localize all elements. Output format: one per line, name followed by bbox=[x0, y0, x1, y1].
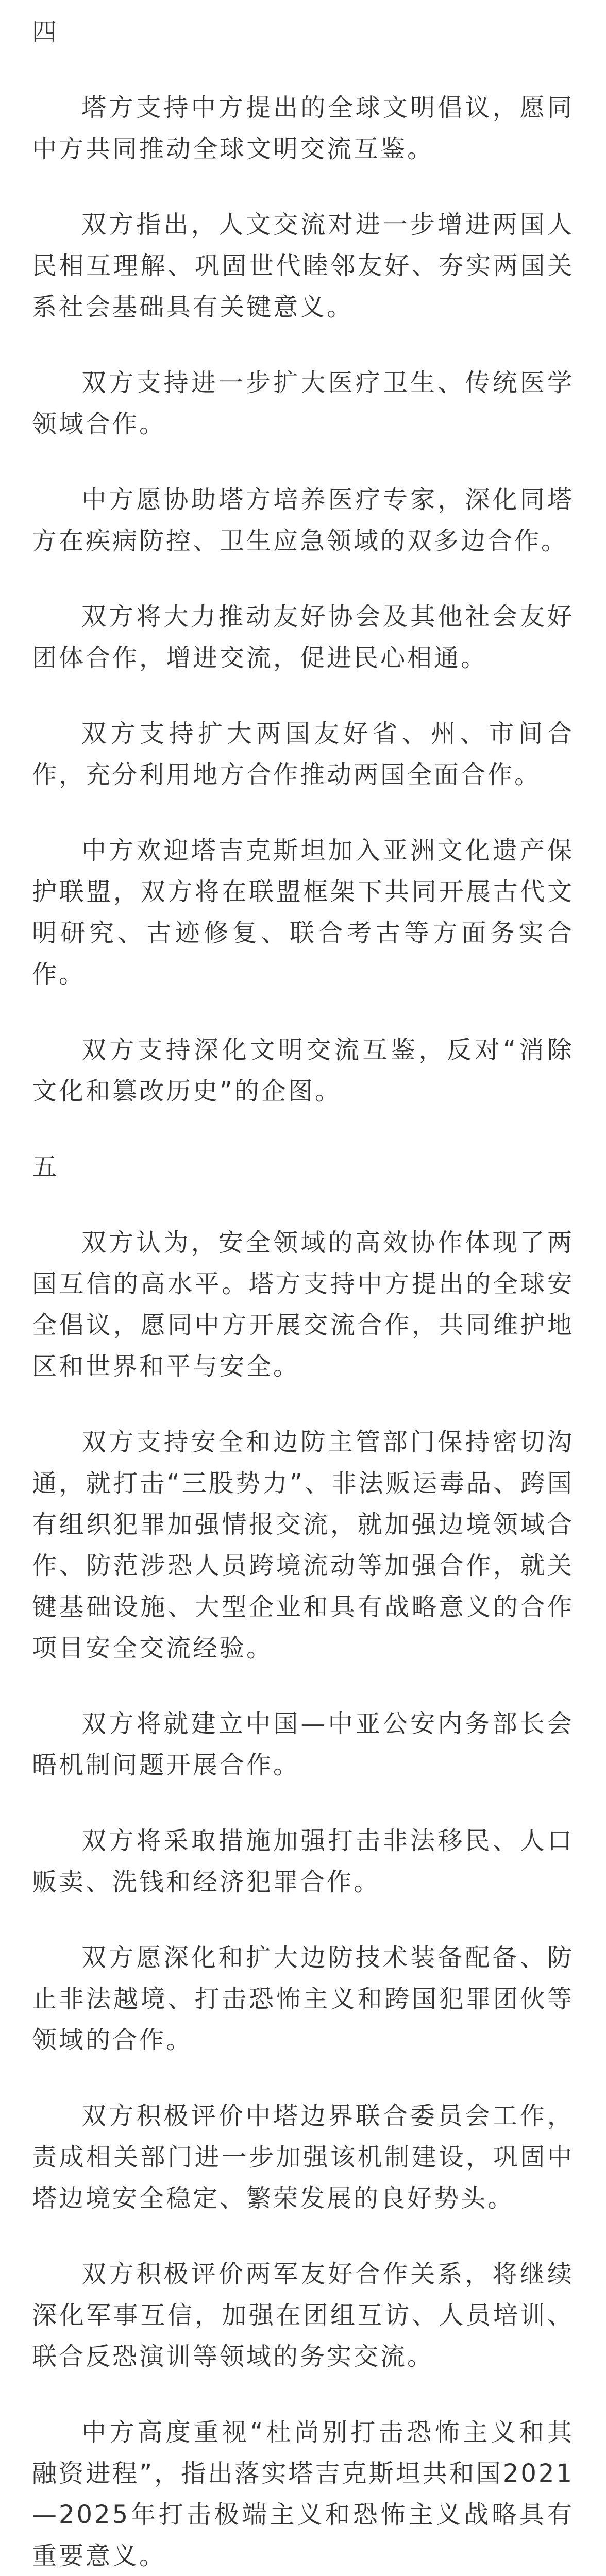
paragraph: 双方积极评价两军友好合作关系，将继续深化军事互信，加强在团组互访、人员培训、联合反恐演训等领域的务实交流。 bbox=[32, 2260, 574, 2371]
paragraph: 双方积极评价中塔边界联合委员会工作，责成相关部门进一步加强该机制建设，巩固中塔边境安全稳定、繁荣发展的良好势头。 bbox=[32, 2102, 574, 2213]
paragraph: 中方高度重视“杜尚别打击恐怖主义和其融资进程”，指出落实塔吉克斯坦共和国2021—2025年打击极端主义和恐怖主义战略具有重要意义。 bbox=[32, 2418, 574, 2570]
paragraph: 双方支持扩大两国友好省、州、市间合作，充分利用地方合作推动两国全面合作。 bbox=[32, 719, 574, 789]
paragraph: 双方支持进一步扩大医疗卫生、传统医学领域合作。 bbox=[32, 368, 574, 438]
paragraph: 双方愿深化和扩大边防技术装备配备、防止非法越境、打击恐怖主义和跨国犯罪团伙等领域的合作。 bbox=[32, 1943, 574, 2055]
section-heading: 五 bbox=[32, 1153, 59, 1181]
paragraph: 双方将就建立中国—中亚公安内务部长会晤机制问题开展合作。 bbox=[32, 1709, 574, 1780]
paragraph: 双方认为，安全领域的高效协作体现了两国互信的高水平。塔方支持中方提出的全球安全倡议，愿同中方开展交流合作，共同维护地区和世界和平与安全。 bbox=[32, 1228, 574, 1381]
paragraph: 双方指出，人文交流对进一步增进两国人民相互理解、巩固世代睦邻友好、夯实两国关系社会基础具有关键意义。 bbox=[32, 210, 574, 321]
paragraph: 双方支持安全和边防主管部门保持密切沟通，就打击“三股势力”、非法贩运毒品、跨国有组织犯罪加强情报交流，就加强边境领域合作、防范涉恐人员跨境流动等加强合作，就关键基础设施、大型企业和具有战略意义的合作项目安全交流经验。 bbox=[32, 1428, 574, 1663]
paragraph: 塔方支持中方提出的全球文明倡议，愿同中方共同推动全球文明交流互鉴。 bbox=[32, 93, 574, 163]
section-5 bbox=[32, 1146, 574, 2576]
paragraph: 双方将大力推动友好协会及其他社会友好团体合作，增进交流，促进民心相通。 bbox=[32, 602, 574, 672]
section-4 bbox=[32, 11, 574, 1112]
paragraph: 中方愿协助塔方培养医疗专家，深化同塔方在疾病防控、卫生应急领域的双多边合作。 bbox=[32, 485, 574, 555]
paragraph: 双方将采取措施加强打击非法移民、人口贩卖、洗钱和经济犯罪合作。 bbox=[32, 1826, 574, 1896]
paragraph: 双方支持深化文明交流互鉴，反对“消除文化和篡改历史”的企图。 bbox=[32, 1036, 574, 1106]
paragraph: 中方欢迎塔吉克斯坦加入亚洲文化遗产保护联盟，双方将在联盟框架下共同开展古代文明研究、古迹修复、联合考古等方面务实合作。 bbox=[32, 836, 574, 989]
section-heading: 四 bbox=[32, 18, 59, 46]
